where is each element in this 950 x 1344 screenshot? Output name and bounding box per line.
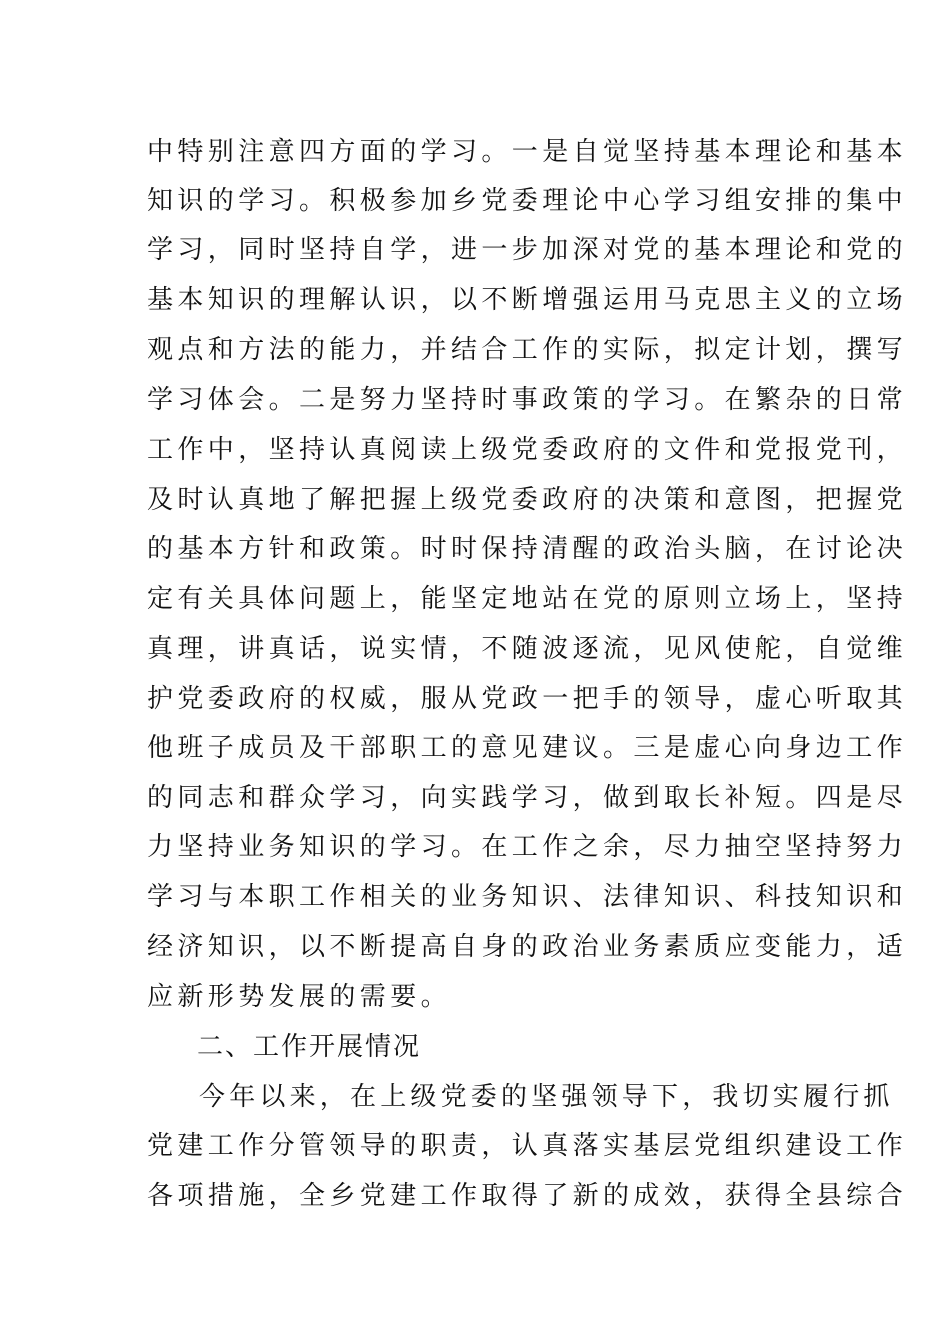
paragraph-line: 经济知识，以不断提高自身的政治业务素质应变能力，适 <box>147 932 908 962</box>
paragraph-line: 学习与本职工作相关的业务知识、法律知识、科技知识和 <box>147 882 908 912</box>
paragraph-line: 学习，同时坚持自学，进一步加深对党的基本理论和党的 <box>147 235 908 265</box>
paragraph-line: 今年以来，在上级党委的坚强领导下，我切实履行抓 <box>199 1082 894 1112</box>
paragraph-line: 及时认真地了解把握上级党委政府的决策和意图，把握党 <box>147 485 908 515</box>
paragraph-line: 的基本方针和政策。时时保持清醒的政治头脑，在讨论决 <box>147 534 908 564</box>
paragraph-line: 真理，讲真话，说实情，不随波逐流，见风使舵，自觉维 <box>147 634 908 664</box>
paragraph-line: 知识的学习。积极参加乡党委理论中心学习组安排的集中 <box>147 186 908 216</box>
paragraph-line: 工作中，坚持认真阅读上级党委政府的文件和党报党刊， <box>147 435 908 465</box>
section-heading: 二、工作开展情况 <box>197 1032 422 1062</box>
paragraph-line: 应新形势发展的需要。 <box>147 982 452 1012</box>
paragraph-line: 他班子成员及干部职工的意见建议。三是虚心向身边工作 <box>147 733 908 763</box>
paragraph-line: 基本知识的理解认识，以不断增强运用马克思主义的立场 <box>147 285 908 315</box>
paragraph-line: 学习体会。二是努力坚持时事政策的学习。在繁杂的日常 <box>147 385 908 415</box>
paragraph-line: 定有关具体问题上，能坚定地站在党的原则立场上，坚持 <box>147 584 908 614</box>
paragraph-line: 护党委政府的权威，服从党政一把手的领导，虚心听取其 <box>147 684 908 714</box>
paragraph-line: 的同志和群众学习，向实践学习，做到取长补短。四是尽 <box>147 783 908 813</box>
paragraph-line: 中特别注意四方面的学习。一是自觉坚持基本理论和基本 <box>147 137 908 167</box>
paragraph-line: 观点和方法的能力，并结合工作的实际，拟定计划，撰写 <box>147 335 908 365</box>
paragraph-line: 各项措施，全乡党建工作取得了新的成效，获得全县综合 <box>147 1181 908 1211</box>
paragraph-line: 力坚持业务知识的学习。在工作之余，尽力抽空坚持努力 <box>147 832 908 862</box>
paragraph-line: 党建工作分管领导的职责，认真落实基层党组织建设工作 <box>147 1131 908 1161</box>
